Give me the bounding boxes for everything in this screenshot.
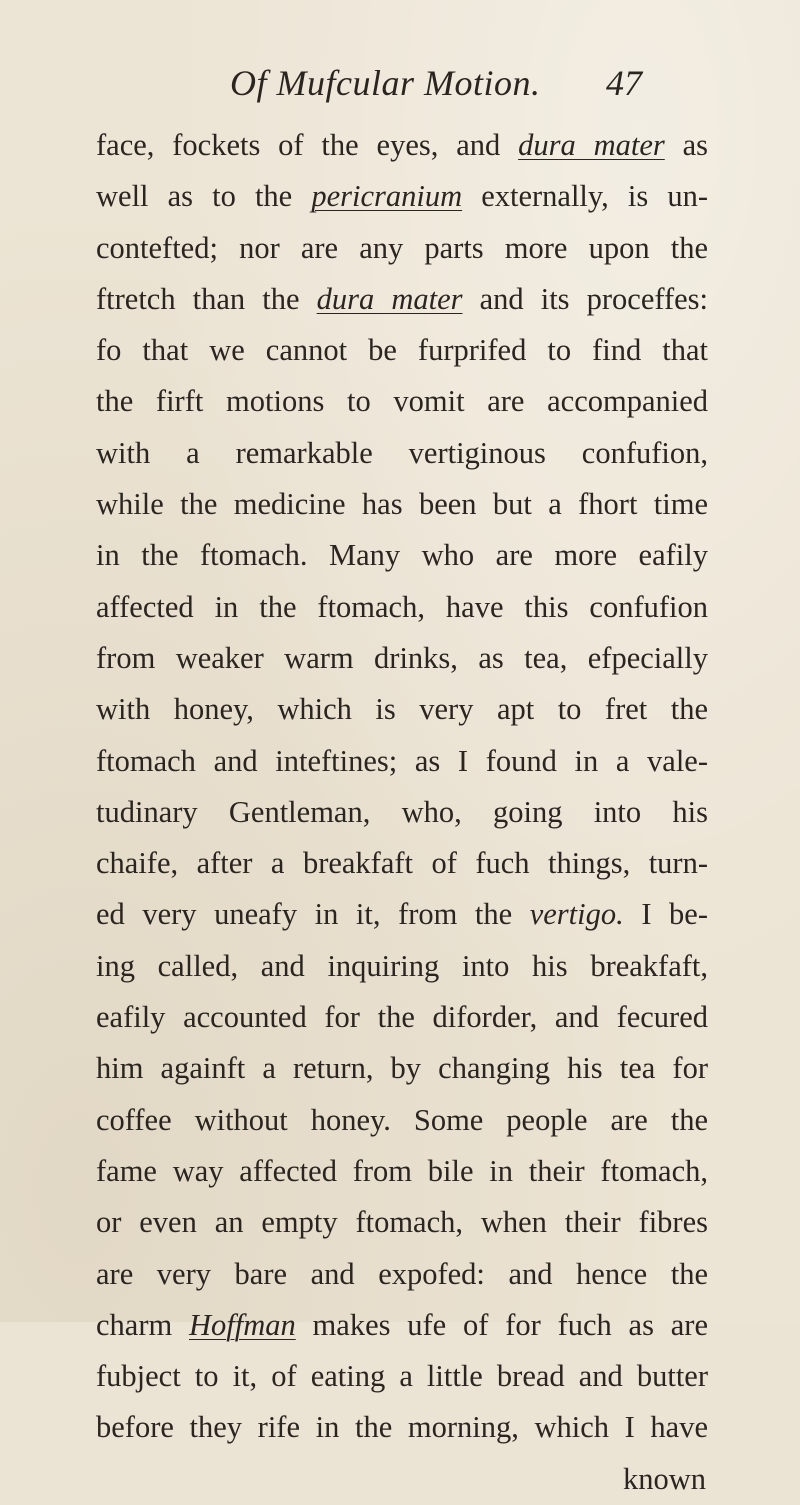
line-text: charm [96,1307,190,1342]
line-text: fame way affected from bile in their ftomach, [96,1153,708,1188]
text-line [96,684,708,735]
text-line [96,1351,708,1402]
line-text: contefted; nor are any parts more upon the [96,230,708,265]
text-line [96,223,708,274]
line-text: fubject to it, of eating a little bread and butter [96,1359,708,1394]
text-line [96,1095,708,1146]
line-text: tudinary Gentleman, who, going into his [96,794,708,829]
text-line [96,428,708,479]
text-line [96,1300,708,1351]
line-text: in the ftomach. Many who are more eafily [96,538,708,573]
text-line [96,376,708,427]
text-line [96,325,708,376]
line-text: ftretch than the [96,281,317,316]
line-text: makes ufe of for fuch as are [295,1307,708,1342]
line-text: ftomach and inteftines; as I found in a vale- [96,743,708,778]
line-text: ing called, and inquiring into his breakfaft, [96,948,708,983]
line-text: as [664,128,708,162]
line-text: while the medicine has been but a fhort time [96,487,708,522]
line-text: affected in the ftomach, have this confufion [96,589,708,624]
text-line [96,479,708,530]
text-line [96,838,708,889]
text-line [96,530,708,581]
line-text: and its proceffes: [462,281,709,316]
text-line [96,120,708,171]
line-text: are very bare and expofed: and hence the [96,1256,708,1291]
emphasized-term: dura mater [316,281,463,316]
text-line [96,274,708,325]
text-line [96,1043,708,1094]
line-text: the firft motions to vomit are accompanied [96,384,708,419]
line-text: or even an empty ftomach, when their fibres [96,1205,708,1240]
text-line [96,992,708,1043]
line-text: externally, is un- [462,179,708,214]
line-text: ed very uneafy in it, from the [96,897,530,932]
line-text: before they rife in the morning, which I have [96,1410,708,1445]
text-line [96,889,708,940]
line-text: coffee without honey. Some people are the [96,1102,708,1137]
text-line [96,941,708,992]
text-line [96,1197,708,1248]
running-title: Of Mufcular Motion. [230,63,541,103]
running-head [0,62,800,112]
text-line [96,736,708,787]
line-text: well as to the [96,179,312,214]
text-line [96,1146,708,1197]
line-text: him againft a return, by changing his tea for [96,1051,708,1086]
line-text: with a remarkable vertiginous confufion, [96,435,708,470]
text-line [96,1402,708,1453]
line-text: from weaker warm drinks, as tea, efpecially [96,640,708,675]
line-text: I be- [623,897,708,932]
emphasized-term: pericranium [311,179,463,214]
text-line [96,582,708,633]
emphasized-term: dura mater [518,128,665,162]
text-line [96,171,708,222]
emphasized-term: vertigo. [529,897,624,932]
line-text: chaife, after a breakfaft of fuch things, turn- [96,846,708,881]
line-text: face, fockets of the eyes, and [96,128,519,162]
line-text: fo that we cannot be furprifed to find that [96,333,708,368]
text-line [96,787,708,838]
page-number: 47 [606,63,642,103]
line-text: with honey, which is very apt to fret the [96,692,708,727]
line-text: eafily accounted for the diforder, and fecured [96,1000,708,1035]
catchword: known [622,1461,706,1496]
text-line [96,1249,708,1300]
text-line [96,633,708,684]
emphasized-term: Hoffman [189,1307,296,1342]
body-text [96,120,708,1505]
